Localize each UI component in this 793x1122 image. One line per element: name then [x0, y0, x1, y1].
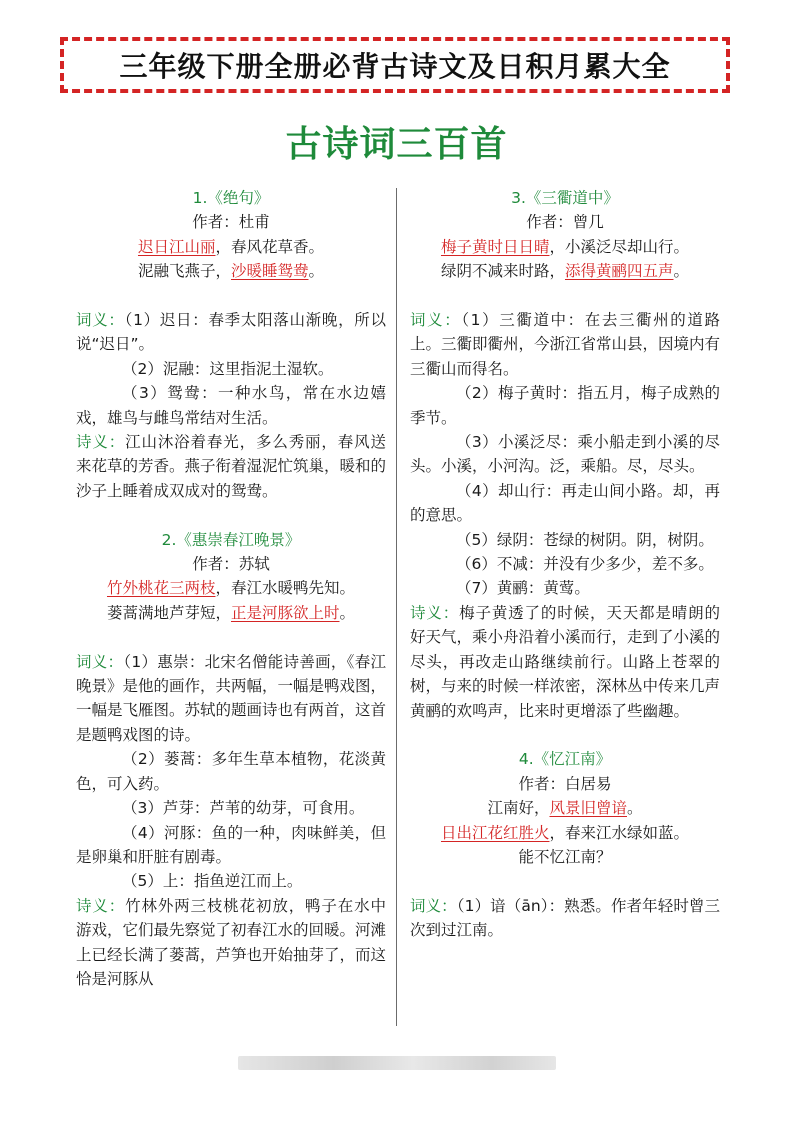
poem-title: 4.《忆江南》	[518, 750, 612, 769]
word-meaning	[410, 894, 720, 943]
word-meaning-item: （2）梅子黄时：指五月，梅子成熟的季节。	[410, 384, 720, 427]
word-meaning-item: （1）迟日：春季太阳落山渐晚，所以说“迟日”。	[76, 311, 386, 354]
poem-author: 作者：杜甫	[192, 213, 270, 232]
word-meaning-item: （3）小溪泛尽：乘小船走到小溪的尽头。小溪，小河沟。泛，乘船。尽，尽头。	[410, 433, 720, 476]
highlight-phrase: 迟日江山丽	[137, 237, 216, 256]
highlight-phrase: 添得黄鹂四五声	[564, 262, 674, 281]
highlight-phrase: 竹外桃花三两枝	[106, 579, 216, 598]
poem-text: 。	[673, 262, 690, 281]
word-meaning-item: （4）却山行：再走山间小路。却，再的意思。	[410, 481, 720, 525]
poem-text: 。	[308, 262, 325, 281]
poem-line: 能不忆江南？	[518, 847, 612, 866]
poem-line	[410, 821, 720, 845]
poem-text: ，春来江水绿如蓝。	[549, 823, 690, 842]
word-meaning	[76, 650, 386, 748]
blurred-footer-watermark	[238, 1056, 556, 1070]
poem-meaning-text: 梅子黄透了的时候，天天都是晴朗的好天气，乘小舟沿着小溪而行，走到了小溪的尽头，再改走山路继续前行。山路上苍翠的树，与来的时候一样浓密，深林丛中传来几声黄鹂的欢鸣声，比来时更增添了些幽趣。	[410, 603, 720, 720]
poem-title: 2.《惠崇春江晚景》	[161, 530, 301, 549]
poem-text: ，小溪泛尽却山行。	[549, 237, 690, 256]
word-meaning-item: （1）三衢道中：在去三衢州的道路上。三衢即衢州，今浙江省常山县，因境内有三衢山而得名。	[410, 311, 720, 378]
word-meaning	[410, 308, 720, 381]
poem-line	[76, 259, 386, 283]
word-meaning-item: （3）鸳鸯：一种水鸟，常在水边嬉戏，雄鸟与雌鸟常结对生活。	[76, 384, 386, 427]
left-column	[76, 186, 386, 1026]
poem-line	[410, 259, 720, 283]
poem-text: 。	[339, 603, 356, 622]
poem-meaning	[410, 601, 720, 723]
poem-author: 作者：白居易	[518, 774, 612, 793]
word-meaning-item: （2）蒌蒿：多年生草本植物，花淡黄色，可入药。	[76, 750, 386, 793]
word-meaning-item: （6）不减：并没有少多少，差不多。	[456, 555, 714, 574]
word-meaning-item: （3）芦芽：芦苇的幼芽，可食用。	[122, 799, 365, 818]
poem-line	[76, 601, 386, 625]
poem-title: 3.《三衢道中》	[511, 189, 619, 207]
word-meaning-item: （5）上：指鱼逆江而上。	[122, 872, 303, 891]
highlight-phrase: 沙暖睡鸳鸯	[230, 262, 309, 281]
right-column	[410, 186, 720, 1026]
poem-meaning-text: 江山沐浴着春光，多么秀丽，春风送来花草的芳香。燕子衔着湿泥忙筑巢，暖和的沙子上睡着成双成对的鸳鸯。	[76, 433, 386, 500]
poem-title: 1.《绝句》	[192, 189, 270, 207]
poem-text: 江南好，	[487, 799, 550, 818]
word-meaning-item: （7）黄鹂：黄莺。	[456, 579, 590, 598]
poem-text: 泥融飞燕子，	[137, 262, 231, 281]
word-meaning-item: （1）谙（ān）：熟悉。作者年轻时曾三次到过江南。	[410, 896, 720, 940]
page-title: 古诗词三百首	[285, 124, 508, 165]
poem-meaning	[76, 894, 386, 992]
poem-meaning-label: 诗义：	[76, 433, 126, 452]
word-meaning-item: （5）绿阴：苍绿的树阴。阴，树阴。	[456, 530, 714, 549]
word-meaning-label: 词义：	[76, 652, 124, 671]
word-meaning-label: 词义：	[410, 896, 457, 915]
poem-author: 作者：苏轼	[192, 555, 270, 574]
highlight-phrase: 日出江花红胜火	[440, 823, 550, 842]
poem-text: 绿阴不减来时路，	[440, 262, 565, 281]
document-banner: 三年级下册全册必背古诗文及日积月累大全	[60, 37, 730, 93]
word-meaning-item: （1）惠崇：北宋名僧能诗善画，《春江晚景》是他的画作，共两幅，一幅是鸭戏图，一幅是飞雁图。苏轼的题画诗也有两首，这首是题鸭戏图的诗。	[76, 652, 386, 744]
poem-meaning-label: 诗义：	[76, 896, 126, 915]
poem-meaning	[76, 430, 386, 503]
highlight-phrase: 正是河豚欲上时	[230, 603, 340, 622]
word-meaning-label: 词义：	[76, 311, 125, 330]
poem-line	[76, 576, 386, 600]
poem-text: ，春风花草香。	[215, 237, 325, 256]
word-meaning-item: （4）河豚：鱼的一种，肉味鲜美，但是卵巢和肝脏有剧毒。	[76, 823, 386, 866]
poem-text: 蒌蒿满地芦芽短，	[106, 603, 231, 622]
poem-line	[410, 235, 720, 259]
column-divider	[396, 188, 397, 1026]
poem-text: 。	[627, 799, 643, 818]
poem-text: ，春江水暖鸭先知。	[215, 579, 356, 598]
highlight-phrase: 梅子黄时日日晴	[440, 237, 550, 256]
word-meaning-item: （2）泥融：这里指泥土湿软。	[122, 359, 334, 378]
highlight-phrase: 风景旧曾谙	[549, 799, 627, 818]
poem-meaning-label: 诗义：	[410, 603, 460, 622]
poem-meaning-text: 竹林外两三枝桃花初放，鸭子在水中游戏，它们最先察觉了初春江水的回暖。河滩上已经长满了蒌蒿，芦笋也开始抽芽了，而这恰是河豚从	[76, 896, 386, 988]
poem-line	[410, 796, 720, 820]
poem-line	[76, 235, 386, 259]
word-meaning	[76, 308, 386, 357]
word-meaning-label: 词义：	[410, 311, 462, 330]
poem-author: 作者：曾几	[526, 213, 604, 232]
